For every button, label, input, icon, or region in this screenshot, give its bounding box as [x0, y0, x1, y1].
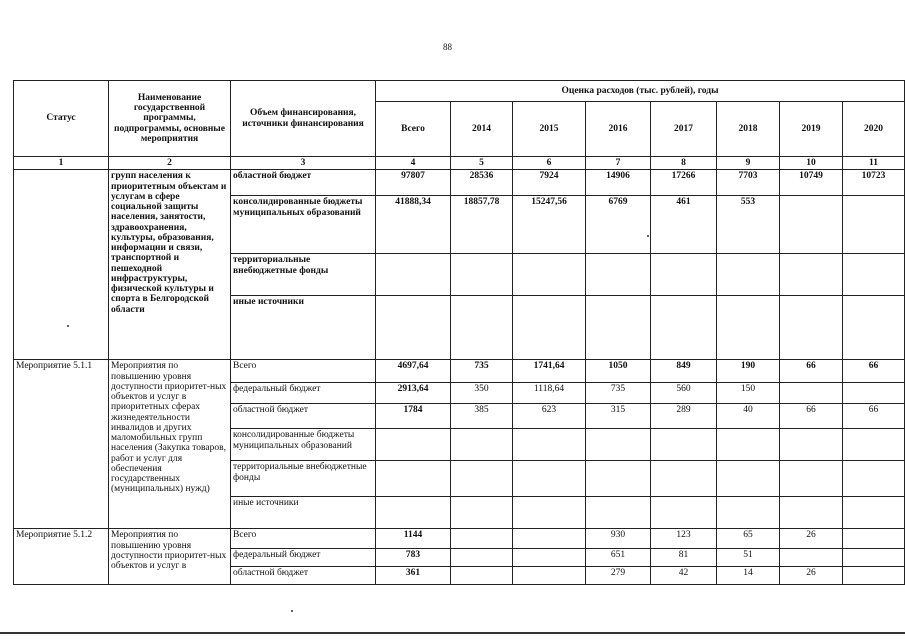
value-cell: 783	[376, 549, 451, 567]
value-cell: 41888,34	[376, 196, 451, 254]
value-cell: 66	[780, 360, 843, 383]
value-cell: 123	[651, 529, 717, 549]
value-cell	[651, 429, 717, 461]
value-cell	[376, 429, 451, 461]
value-cell	[513, 461, 586, 497]
index-cell: 7	[586, 157, 651, 170]
value-cell: 6769	[586, 196, 651, 254]
financing-table	[13, 80, 905, 585]
value-cell	[780, 296, 843, 360]
index-cell: 3	[231, 157, 376, 170]
index-cell: 1	[14, 157, 109, 170]
funding-source-cell: консолидированные бюджеты муниципальных образований	[231, 429, 376, 461]
value-cell: 7924	[513, 170, 586, 196]
value-cell: 7703	[717, 170, 780, 196]
page-number: 88	[443, 42, 452, 52]
value-cell: 350	[451, 383, 513, 404]
value-cell	[717, 429, 780, 461]
index-cell: 9	[717, 157, 780, 170]
header-col-2018: 2018	[717, 102, 780, 157]
value-cell	[843, 254, 905, 296]
value-cell: 553	[717, 196, 780, 254]
value-cell: 289	[651, 404, 717, 429]
scan-speck	[647, 235, 649, 237]
table-row	[14, 170, 905, 196]
value-cell: 1144	[376, 529, 451, 549]
value-cell: 735	[586, 383, 651, 404]
value-cell	[717, 461, 780, 497]
value-cell	[451, 429, 513, 461]
value-cell	[376, 254, 451, 296]
header-col-2015: 2015	[513, 102, 586, 157]
value-cell: 1741,64	[513, 360, 586, 383]
table-row	[14, 529, 905, 549]
measure-name-cell: Мероприятия по повышению уровня доступности приоритет-ных объектов и услуг в приоритетных сферах жизнедеятельности инвалидов и других маломобильных групп населения (Закупка товаров, работ и услуг для обеспечения государственных (муниципальных) нужд)	[109, 360, 231, 529]
value-cell: 65	[717, 529, 780, 549]
value-cell	[513, 254, 586, 296]
value-cell	[451, 567, 513, 585]
index-cell: 2	[109, 157, 231, 170]
value-cell: 14906	[586, 170, 651, 196]
measure-name-cell: групп населения к приоритетным объектам и услугам в сфере социальной защиты населения, занятости, здравоохранения, культуры, образования, информации и связи, транспортной и пешеходной инфраструктуры, физической культуры и спорта в Белгородской области	[109, 170, 231, 360]
value-cell	[451, 529, 513, 549]
value-cell	[651, 296, 717, 360]
value-cell	[780, 497, 843, 529]
value-cell: 651	[586, 549, 651, 567]
funding-source-cell: федеральный бюджет	[231, 383, 376, 404]
value-cell: 2913,64	[376, 383, 451, 404]
value-cell	[376, 497, 451, 529]
index-cell: 8	[651, 157, 717, 170]
value-cell: 735	[451, 360, 513, 383]
value-cell	[651, 497, 717, 529]
value-cell	[843, 529, 905, 549]
value-cell	[451, 497, 513, 529]
status-cell: Мероприятие 5.1.2	[14, 529, 109, 585]
value-cell	[513, 429, 586, 461]
value-cell	[843, 567, 905, 585]
value-cell: 66	[843, 360, 905, 383]
value-cell	[843, 383, 905, 404]
value-cell	[780, 383, 843, 404]
value-cell	[376, 296, 451, 360]
value-cell	[780, 461, 843, 497]
value-cell: 150	[717, 383, 780, 404]
value-cell: 97807	[376, 170, 451, 196]
index-cell: 10	[780, 157, 843, 170]
value-cell: 42	[651, 567, 717, 585]
value-cell: 190	[717, 360, 780, 383]
value-cell	[513, 549, 586, 567]
value-cell	[843, 196, 905, 254]
value-cell	[451, 254, 513, 296]
header-estimate: Оценка расходов (тыс. рублей), годы	[376, 81, 905, 102]
table-row	[14, 360, 905, 383]
funding-source-cell: территориальные внебюджетные фонды	[231, 461, 376, 497]
funding-source-cell: областной бюджет	[231, 170, 376, 196]
header-col-2020: 2020	[843, 102, 905, 157]
header-col-2016: 2016	[586, 102, 651, 157]
value-cell	[717, 254, 780, 296]
value-cell: 26	[780, 529, 843, 549]
value-cell	[513, 497, 586, 529]
value-cell	[513, 296, 586, 360]
value-cell	[843, 296, 905, 360]
value-cell	[843, 549, 905, 567]
header-name: Наименование государственной программы, подпрограммы, основные мероприятия	[109, 81, 231, 157]
value-cell: 1118,64	[513, 383, 586, 404]
funding-source-cell: федеральный бюджет	[231, 549, 376, 567]
status-cell	[14, 170, 109, 360]
value-cell	[513, 567, 586, 585]
header-volume: Объем финансирования, источники финансирования	[231, 81, 376, 157]
measure-name-cell: Мероприятия по повышению уровня доступности приоритет-ных объектов и услуг в	[109, 529, 231, 585]
value-cell: 17266	[651, 170, 717, 196]
funding-source-cell: иные источники	[231, 497, 376, 529]
scan-speck	[67, 325, 69, 327]
value-cell: 279	[586, 567, 651, 585]
header-col-2019: 2019	[780, 102, 843, 157]
scan-edge-line	[0, 632, 905, 634]
value-cell	[843, 461, 905, 497]
header-col-2017: 2017	[651, 102, 717, 157]
value-cell: 849	[651, 360, 717, 383]
value-cell	[586, 497, 651, 529]
header-status: Статус	[14, 81, 109, 157]
funding-source-cell: Всего	[231, 360, 376, 383]
value-cell	[780, 254, 843, 296]
value-cell: 26	[780, 567, 843, 585]
value-cell: 10749	[780, 170, 843, 196]
index-cell: 6	[513, 157, 586, 170]
value-cell: 15247,56	[513, 196, 586, 254]
value-cell: 623	[513, 404, 586, 429]
header-col-2014: 2014	[451, 102, 513, 157]
value-cell	[717, 296, 780, 360]
header-col-total: Всего	[376, 102, 451, 157]
value-cell	[843, 497, 905, 529]
funding-source-cell: консолидированные бюджеты муниципальных образований	[231, 196, 376, 254]
value-cell	[376, 461, 451, 497]
index-cell: 5	[451, 157, 513, 170]
funding-source-cell: территориальные внебюджетные фонды	[231, 254, 376, 296]
value-cell: 66	[780, 404, 843, 429]
funding-source-cell: иные источники	[231, 296, 376, 360]
value-cell: 1050	[586, 360, 651, 383]
value-cell: 385	[451, 404, 513, 429]
value-cell	[780, 429, 843, 461]
value-cell	[717, 497, 780, 529]
value-cell	[451, 296, 513, 360]
value-cell: 66	[843, 404, 905, 429]
value-cell: 18857,78	[451, 196, 513, 254]
value-cell	[780, 196, 843, 254]
funding-source-cell: Всего	[231, 529, 376, 549]
scan-speck	[291, 610, 293, 612]
value-cell	[780, 549, 843, 567]
value-cell	[513, 529, 586, 549]
value-cell	[651, 461, 717, 497]
status-cell: Мероприятие 5.1.1	[14, 360, 109, 529]
funding-source-cell: областной бюджет	[231, 404, 376, 429]
value-cell: 28536	[451, 170, 513, 196]
value-cell: 51	[717, 549, 780, 567]
value-cell	[651, 254, 717, 296]
value-cell	[586, 461, 651, 497]
value-cell	[586, 254, 651, 296]
index-row	[14, 157, 905, 170]
index-cell: 4	[376, 157, 451, 170]
value-cell	[586, 296, 651, 360]
value-cell: 361	[376, 567, 451, 585]
value-cell: 14	[717, 567, 780, 585]
value-cell: 560	[651, 383, 717, 404]
value-cell: 930	[586, 529, 651, 549]
value-cell: 1784	[376, 404, 451, 429]
funding-source-cell: областной бюджет	[231, 567, 376, 585]
value-cell	[843, 429, 905, 461]
value-cell: 461	[651, 196, 717, 254]
value-cell	[451, 549, 513, 567]
value-cell: 81	[651, 549, 717, 567]
value-cell	[451, 461, 513, 497]
value-cell: 40	[717, 404, 780, 429]
value-cell: 10723	[843, 170, 905, 196]
value-cell	[586, 429, 651, 461]
index-cell: 11	[843, 157, 905, 170]
value-cell: 4697,64	[376, 360, 451, 383]
value-cell: 315	[586, 404, 651, 429]
